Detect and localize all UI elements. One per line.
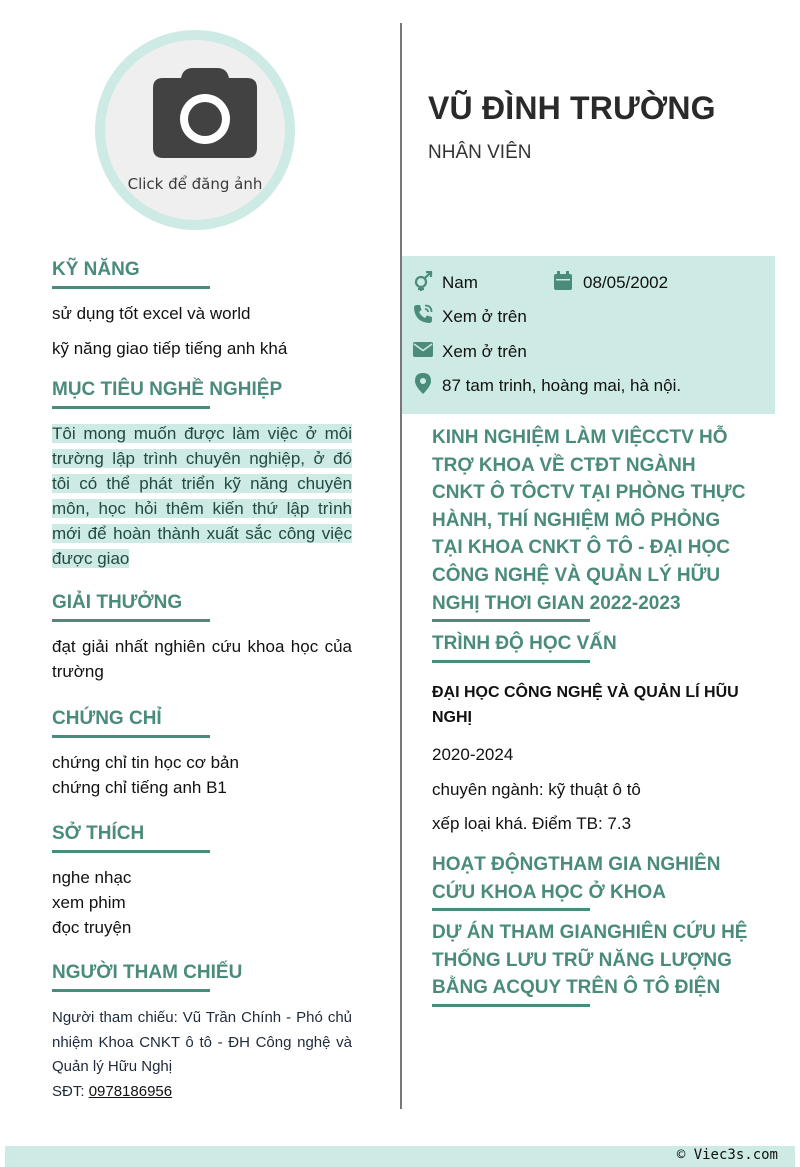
certificates-title: CHỨNG CHỈ: [52, 708, 162, 729]
education-major: chuyên ngành: kỹ thuật ô tô: [432, 780, 641, 799]
footer-credit: © Viec3s.com: [676, 1147, 778, 1163]
avatar-upload[interactable]: [95, 30, 295, 230]
contact-dob: 08/05/2002: [583, 273, 669, 292]
contact-gender: Nam: [442, 273, 478, 292]
section-underline: [432, 1004, 590, 1007]
experience-section: [432, 424, 752, 622]
hobby-list: [52, 865, 352, 940]
skills-section: [52, 258, 352, 289]
hobbies-title: SỞ THÍCH: [52, 823, 145, 844]
section-underline: [52, 406, 210, 409]
objective-section: [52, 378, 352, 409]
activities-title: HOẠT ĐỘNGTHAM GIA NGHIÊN CỨU KHOA HỌC Ở KHOA: [432, 854, 721, 903]
projects-section: [432, 919, 752, 1007]
awards-section: [52, 591, 352, 622]
skill-item: sử dụng tốt excel và world: [52, 304, 251, 323]
column-divider: [400, 23, 402, 1109]
section-underline: [52, 850, 210, 853]
education-school: ĐẠI HỌC CÔNG NGHỆ VÀ QUẢN LÍ HŨU NGHỊ: [432, 684, 739, 726]
gender-icon: [413, 271, 435, 291]
contact-email: Xem ở trên: [442, 342, 527, 361]
section-underline: [432, 619, 590, 622]
section-underline: [52, 735, 210, 738]
skill-item: kỹ năng giao tiếp tiếng anh khá: [52, 339, 288, 358]
skills-title: KỸ NĂNG: [52, 259, 140, 280]
job-title: NHÂN VIÊN: [428, 142, 532, 163]
objective-title: MỤC TIÊU NGHỀ NGHIỆP: [52, 379, 283, 400]
section-underline: [432, 908, 590, 911]
objective-text: Tôi mong muốn được làm việc ở môi trường lập trình chuyên nghiệp, ở đó tôi có thể phát triển kỹ năng chuyên môn, học hỏi thêm kiến thứ lập trình mới để hoàn thành xuất sắc công việc được giao: [52, 424, 352, 568]
education-years: 2020-2024: [432, 745, 514, 764]
experience-title: KINH NGHIỆM LÀM VIỆCCTV HỖ TRỢ KHOA VỀ CTĐT NGÀNH CNKT Ô TÔCTV TẠI PHÒNG THỰC HÀNH, THÍ NGHIỆM MÔ PHỎNG TẠI KHOA CNKT Ô TÔ - ĐẠI HỌC CÔNG NGHỆ VÀ QUẢN LÝ HỮU NGHỊ THƠI GIAN 2022-2023: [432, 427, 746, 614]
certificate-list: [52, 750, 352, 800]
calendar-icon: [554, 271, 572, 290]
hobby-item: đọc truyện: [52, 918, 132, 937]
reference-phone-link[interactable]: 0978186956: [88, 1082, 173, 1100]
references-section: [52, 961, 352, 992]
avatar-placeholder: [105, 40, 285, 220]
camera-icon: [151, 66, 259, 160]
references-title: NGƯỜI THAM CHIẾU: [52, 962, 243, 983]
contact-phone: Xem ở trên: [442, 307, 527, 326]
hobby-item: xem phim: [52, 893, 126, 912]
certificate-item: chứng chỉ tiếng anh B1: [52, 778, 227, 797]
section-underline: [52, 619, 210, 622]
hobby-item: nghe nhạc: [52, 868, 132, 887]
section-underline: [432, 660, 590, 663]
envelope-icon: [413, 342, 433, 357]
section-underline: [52, 286, 210, 289]
reference-block: [52, 1006, 352, 1104]
location-pin-icon: [415, 373, 431, 394]
certificate-item: chứng chỉ tin học cơ bản: [52, 753, 239, 772]
certificates-section: [52, 707, 352, 738]
contact-address: 87 tam trinh, hoàng mai, hà nội.: [442, 376, 682, 395]
candidate-name: VŨ ĐÌNH TRƯỜNG: [428, 90, 716, 126]
awards-title: GIẢI THƯỞNG: [52, 592, 183, 613]
education-title: TRÌNH ĐỘ HỌC VẤN: [432, 633, 617, 654]
contact-box: [402, 256, 775, 414]
reference-phone-line: [52, 1080, 352, 1105]
reference-text: Người tham chiếu: Vũ Trần Chính - Phó chủ nhiệm Khoa CNKT ô tô - ĐH Công nghệ và Quản lý Hữu Nghị: [52, 1009, 352, 1075]
awards-text: đạt giải nhất nghiên cứu khoa học của trường: [52, 637, 352, 681]
avatar-upload-label: Click để đăng ảnh: [127, 175, 263, 193]
phone-icon: [413, 304, 433, 324]
hobbies-section: [52, 822, 352, 853]
education-section: [432, 630, 752, 663]
projects-title: DỰ ÁN THAM GIANGHIÊN CỨU HỆ THỐNG LƯU TRỮ NĂNG LƯỢNG BẰNG ACQUY TRÊN Ô TÔ ĐIỆN: [432, 922, 748, 999]
objective-text-block: [52, 421, 352, 571]
activities-section: [432, 851, 752, 911]
section-underline: [52, 989, 210, 992]
reference-phone-label: SĐT:: [52, 1082, 89, 1100]
education-grade: xếp loại khá. Điểm TB: 7.3: [432, 814, 632, 833]
